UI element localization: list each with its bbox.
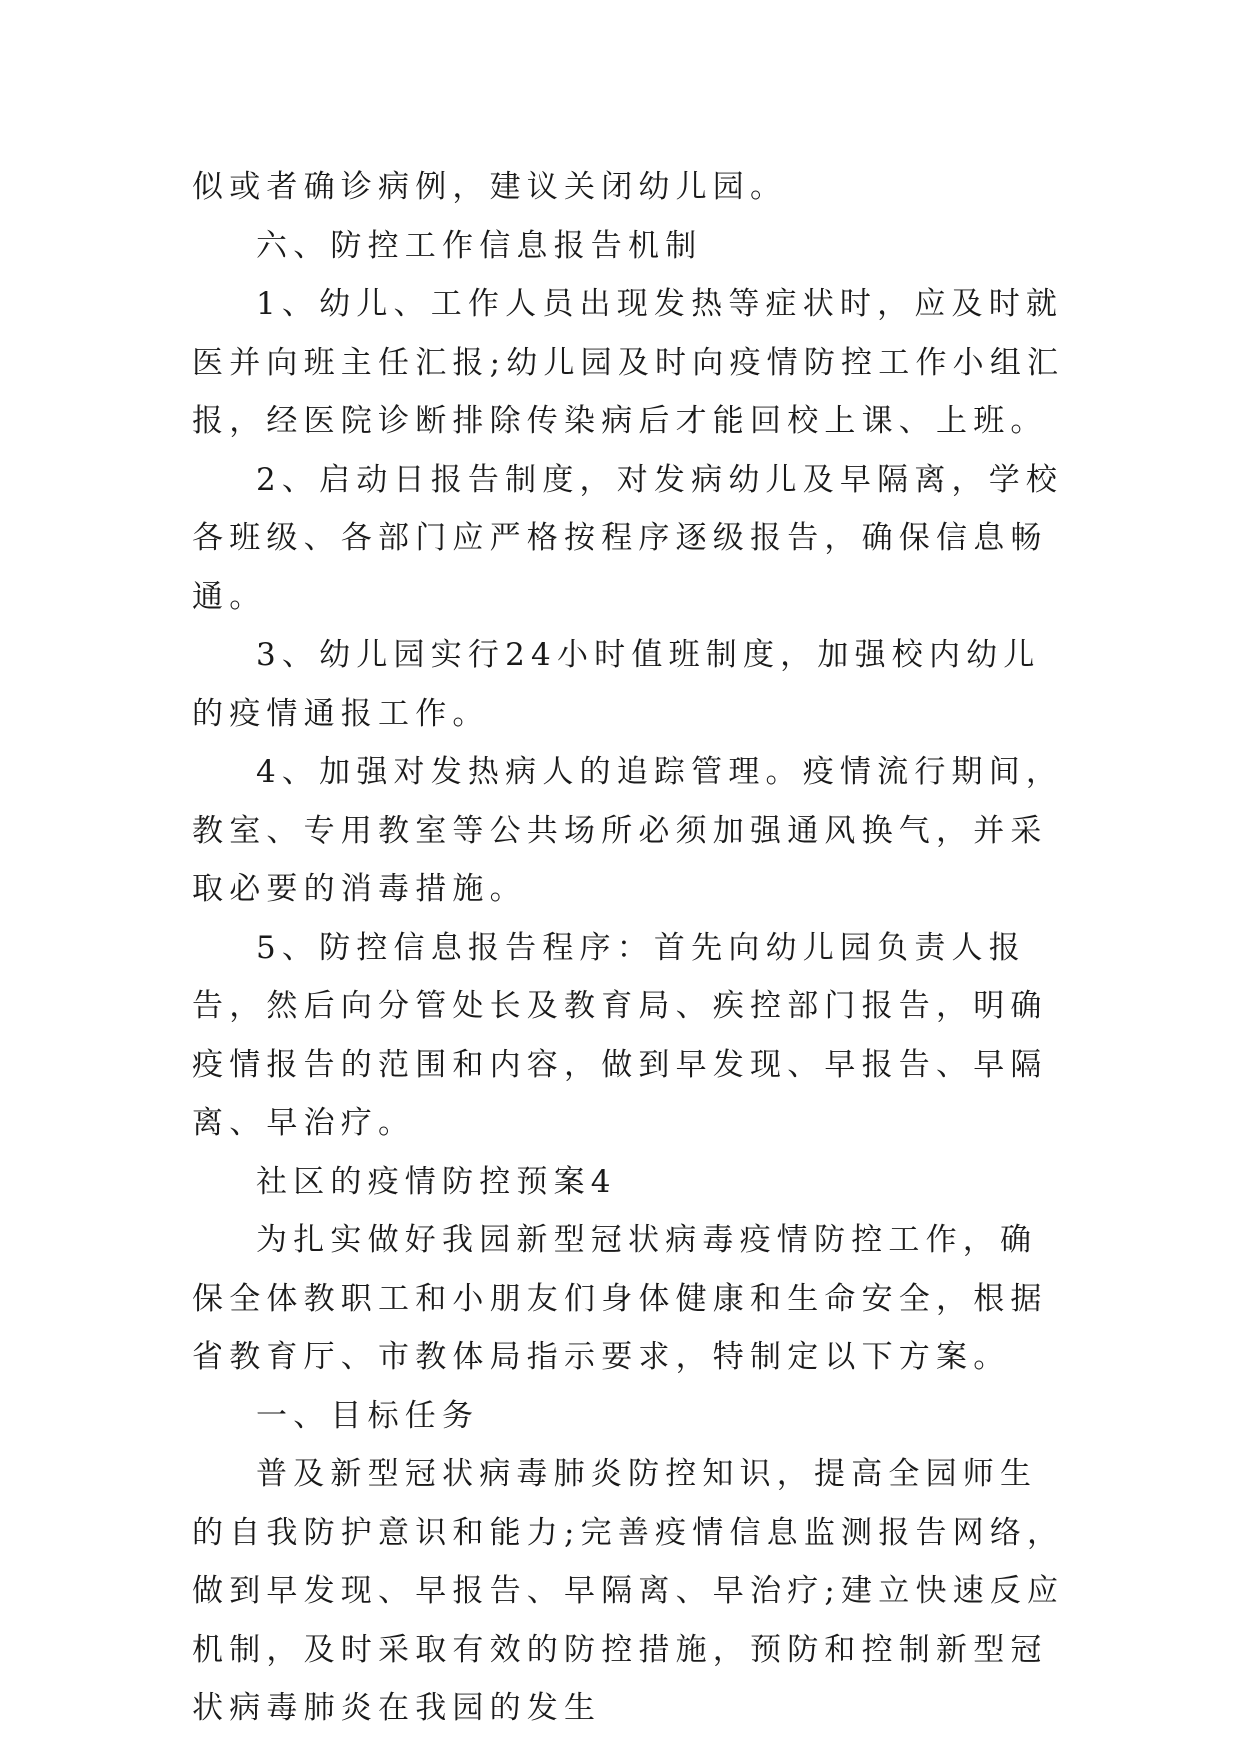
paragraph-item-5: 5、防控信息报告程序：首先向幼儿园负责人报告，然后向分管处长及教育局、疾控部门报告，明确疫情报告的范围和内容，做到早发现、早报告、早隔离、早治疗。 (192, 929, 1048, 1141)
paragraph-item-3: 3、幼儿园实行24小时值班制度，加强校内幼儿的疫情通报工作。 (192, 637, 1041, 732)
paragraph-intro: 为扎实做好我园新型冠状病毒疫情防控工作，确保全体教职工和小朋友们身体健康和生命安全，根据省教育厅、市教体局指示要求，特制定以下方案。 (192, 1222, 1048, 1375)
section-heading-goals: 一、目标任务 (256, 1397, 480, 1434)
paragraph-goals: 普及新型冠状病毒肺炎防控知识，提高全园师生的自我防护意识和能力;完善疫情信息监测报告网络，做到早发现、早报告、早隔离、早治疗;建立快速反应机制，及时采取有效的防控措施，预防和控制新型冠状病毒肺炎在我园的发生 (192, 1456, 1065, 1726)
section-heading-reporting-mechanism: 六、防控工作信息报告机制 (256, 227, 703, 264)
paragraph-item-2: 2、启动日报告制度，对发病幼儿及早隔离，学校各班级、各部门应严格按程序逐级报告，确保信息畅通。 (192, 461, 1064, 615)
paragraph-item-1: 1、幼儿、工作人员出现发热等症状时，应及时就医并向班主任汇报;幼儿园及时向疫情防控工作小组汇报，经医院诊断排除传染病后才能回校上课、上班。 (192, 286, 1065, 439)
paragraph-continuation: 似或者确诊病例，建议关闭幼儿园。 (192, 169, 788, 205)
document-body (192, 158, 1072, 1738)
paragraph-item-4: 4、加强对发热病人的追踪管理。疫情流行期间，教室、专用教室等公共场所必须加强通风换气，并采取必要的消毒措施。 (192, 754, 1064, 907)
document-title-plan-4: 社区的疫情防控预案4 (256, 1163, 617, 1200)
